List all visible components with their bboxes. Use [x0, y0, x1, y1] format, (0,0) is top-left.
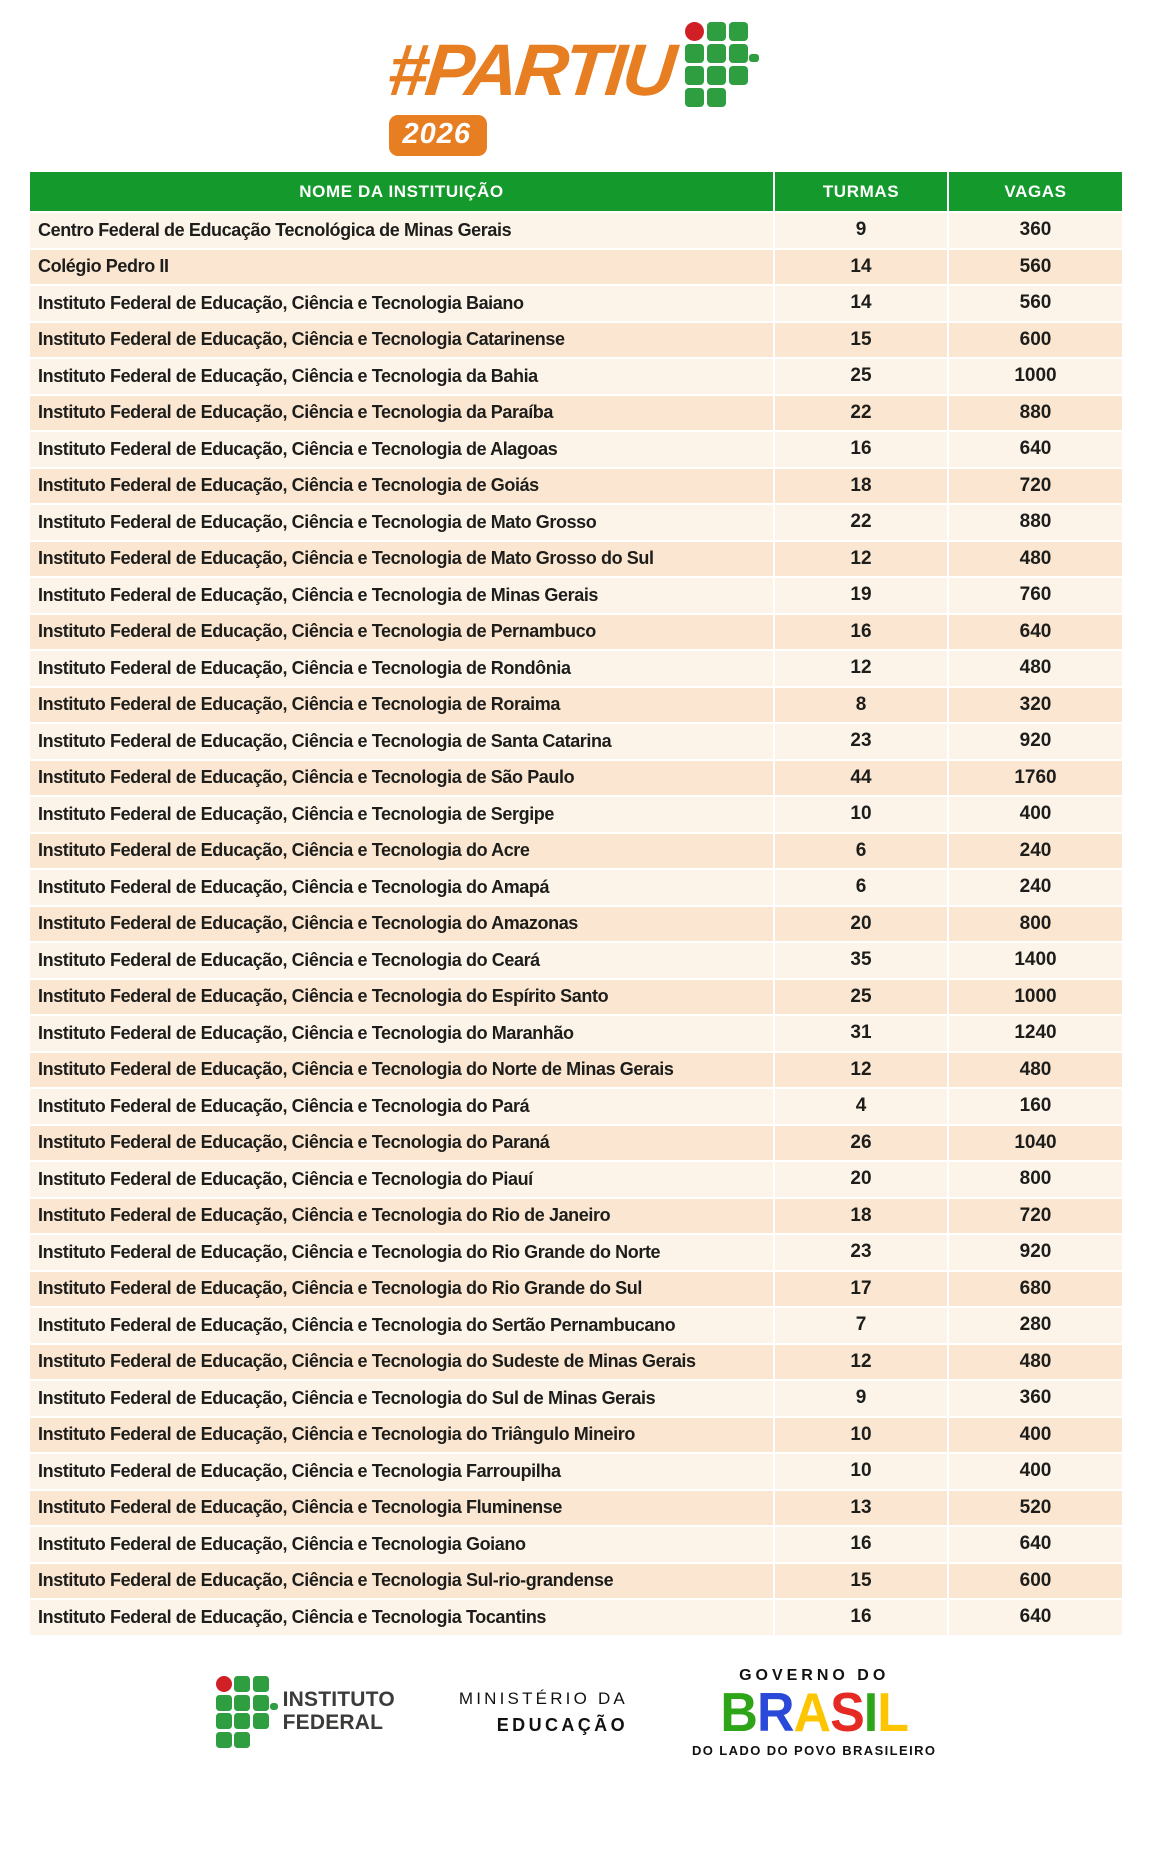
- turmas-cell: 17: [774, 1271, 948, 1308]
- institution-name-cell: Instituto Federal de Educação, Ciência e Tecnologia do Rio de Janeiro: [30, 1198, 774, 1235]
- institution-name-cell: Instituto Federal de Educação, Ciência e Tecnologia do Espírito Santo: [30, 979, 774, 1016]
- year-badge: 2026: [389, 115, 488, 156]
- brasil-letter: S: [830, 1682, 864, 1743]
- turmas-cell: 12: [774, 1052, 948, 1089]
- table-row: [30, 1344, 1122, 1381]
- table-row: [30, 1453, 1122, 1490]
- turmas-cell: 44: [774, 760, 948, 797]
- turmas-cell: 25: [774, 358, 948, 395]
- instituto-federal-logo: [216, 1676, 395, 1748]
- green-square: [234, 1732, 250, 1748]
- turmas-cell: 14: [774, 285, 948, 322]
- governo-brasil-logo: [692, 1667, 936, 1758]
- table-row: [30, 1526, 1122, 1563]
- vagas-cell: 280: [948, 1307, 1122, 1344]
- turmas-cell: 22: [774, 395, 948, 432]
- vagas-cell: 640: [948, 1599, 1122, 1636]
- institution-name-cell: Instituto Federal de Educação, Ciência e Tecnologia Goiano: [30, 1526, 774, 1563]
- turmas-cell: 23: [774, 723, 948, 760]
- governo-tagline: DO LADO DO POVO BRASILEIRO: [691, 1742, 937, 1758]
- table-row: [30, 249, 1122, 286]
- vagas-cell: 400: [948, 796, 1122, 833]
- vagas-cell: 360: [948, 1380, 1122, 1417]
- table-row: [30, 395, 1122, 432]
- vagas-cell: 920: [948, 1234, 1122, 1271]
- green-square: [234, 1695, 250, 1711]
- institution-name-cell: Instituto Federal de Educação, Ciência e Tecnologia do Acre: [30, 833, 774, 870]
- turmas-cell: 18: [774, 1198, 948, 1235]
- vagas-cell: 480: [948, 1344, 1122, 1381]
- institution-name-cell: Instituto Federal de Educação, Ciência e Tecnologia da Bahia: [30, 358, 774, 395]
- table-row: [30, 1490, 1122, 1527]
- turmas-cell: 20: [774, 1161, 948, 1198]
- table-row: [30, 1234, 1122, 1271]
- vagas-cell: 560: [948, 285, 1122, 322]
- green-square: [707, 22, 726, 41]
- institution-name-cell: Instituto Federal de Educação, Ciência e Tecnologia do Paraná: [30, 1125, 774, 1162]
- educacao-label: EDUCAÇÃO: [496, 1714, 628, 1735]
- federal-label: FEDERAL: [282, 1711, 384, 1734]
- table-row: [30, 1015, 1122, 1052]
- vagas-cell: 800: [948, 906, 1122, 943]
- footer: [0, 1667, 1152, 1758]
- vagas-cell: 480: [948, 541, 1122, 578]
- table-row: [30, 212, 1122, 249]
- table-row: [30, 468, 1122, 505]
- institution-name-cell: Centro Federal de Educação Tecnológica de Minas Gerais: [30, 212, 774, 249]
- turmas-cell: 12: [774, 650, 948, 687]
- green-square: [729, 66, 748, 85]
- vagas-cell: 1240: [948, 1015, 1122, 1052]
- institution-name-cell: Instituto Federal de Educação, Ciência e Tecnologia Fluminense: [30, 1490, 774, 1527]
- table-row: [30, 796, 1122, 833]
- turmas-cell: 14: [774, 249, 948, 286]
- institution-name-cell: Instituto Federal de Educação, Ciência e Tecnologia do Rio Grande do Norte: [30, 1234, 774, 1271]
- institution-name-cell: Instituto Federal de Educação, Ciência e Tecnologia do Sudeste de Minas Gerais: [30, 1344, 774, 1381]
- green-square: [729, 22, 748, 41]
- green-square: [216, 1713, 232, 1729]
- vagas-cell: 800: [948, 1161, 1122, 1198]
- vagas-cell: 680: [948, 1271, 1122, 1308]
- vagas-cell: 1040: [948, 1125, 1122, 1162]
- table-row: [30, 723, 1122, 760]
- turmas-cell: 10: [774, 796, 948, 833]
- institution-name-cell: Instituto Federal de Educação, Ciência e Tecnologia do Pará: [30, 1088, 774, 1125]
- brasil-wordmark: [692, 1682, 936, 1743]
- partiu-logo: [0, 20, 1152, 156]
- institution-name-cell: Instituto Federal de Educação, Ciência e Tecnologia de Roraima: [30, 687, 774, 724]
- institution-name-cell: Instituto Federal de Educação, Ciência e Tecnologia do Norte de Minas Gerais: [30, 1052, 774, 1089]
- green-square: [707, 66, 726, 85]
- institution-name-cell: Instituto Federal de Educação, Ciência e Tecnologia de Rondônia: [30, 650, 774, 687]
- vagas-cell: 600: [948, 1563, 1122, 1600]
- vagas-cell: 920: [948, 723, 1122, 760]
- instituto-federal-label: [283, 1689, 395, 1734]
- institution-name-cell: Instituto Federal de Educação, Ciência e Tecnologia Sul-rio-grandense: [30, 1563, 774, 1600]
- vagas-cell: 1760: [948, 760, 1122, 797]
- table-row: [30, 650, 1122, 687]
- table-row: [30, 614, 1122, 651]
- column-header-turmas: TURMAS: [774, 172, 948, 212]
- table-row: [30, 1599, 1122, 1636]
- institution-name-cell: Instituto Federal de Educação, Ciência e Tecnologia de Alagoas: [30, 431, 774, 468]
- vagas-cell: 520: [948, 1490, 1122, 1527]
- vagas-cell: 240: [948, 833, 1122, 870]
- table-row: [30, 1271, 1122, 1308]
- table-row: [30, 358, 1122, 395]
- institution-name-cell: Instituto Federal de Educação, Ciência e Tecnologia do Amapá: [30, 869, 774, 906]
- institution-name-cell: Instituto Federal de Educação, Ciência e Tecnologia Baiano: [30, 285, 774, 322]
- turmas-cell: 35: [774, 942, 948, 979]
- column-header-vagas: VAGAS: [948, 172, 1122, 212]
- institution-name-cell: Instituto Federal de Educação, Ciência e Tecnologia do Ceará: [30, 942, 774, 979]
- institution-name-cell: Instituto Federal de Educação, Ciência e Tecnologia Catarinense: [30, 322, 774, 359]
- turmas-cell: 18: [774, 468, 948, 505]
- turmas-cell: 31: [774, 1015, 948, 1052]
- table-row: [30, 431, 1122, 468]
- institution-name-cell: Instituto Federal de Educação, Ciência e Tecnologia do Rio Grande do Sul: [30, 1271, 774, 1308]
- green-square: [707, 88, 726, 107]
- green-square: [253, 1713, 269, 1729]
- table-row: [30, 322, 1122, 359]
- turmas-cell: 12: [774, 541, 948, 578]
- instituto-label: INSTITUTO: [282, 1688, 395, 1712]
- vagas-cell: 880: [948, 395, 1122, 432]
- table-row: [30, 1198, 1122, 1235]
- vagas-cell: 360: [948, 212, 1122, 249]
- partiu-wordmark: #PARTIU: [383, 30, 677, 111]
- turmas-cell: 9: [774, 212, 948, 249]
- table-row: [30, 1161, 1122, 1198]
- institution-name-cell: Instituto Federal de Educação, Ciência e Tecnologia de Santa Catarina: [30, 723, 774, 760]
- institution-name-cell: Instituto Federal de Educação, Ciência e Tecnologia de Mato Grosso do Sul: [30, 541, 774, 578]
- turmas-cell: 22: [774, 504, 948, 541]
- green-square: [234, 1713, 250, 1729]
- column-header-nome: NOME DA INSTITUIÇÃO: [30, 172, 774, 212]
- green-square: [253, 1695, 269, 1711]
- turmas-cell: 16: [774, 1526, 948, 1563]
- institution-name-cell: Instituto Federal de Educação, Ciência e Tecnologia de Minas Gerais: [30, 577, 774, 614]
- table-header-row: [30, 172, 1122, 212]
- green-square: [685, 66, 704, 85]
- turmas-cell: 23: [774, 1234, 948, 1271]
- green-square: [234, 1676, 250, 1692]
- instituto-federal-icon: [685, 22, 748, 107]
- vagas-cell: 600: [948, 322, 1122, 359]
- table-row: [30, 1307, 1122, 1344]
- turmas-cell: 4: [774, 1088, 948, 1125]
- turmas-cell: 16: [774, 431, 948, 468]
- institution-name-cell: Instituto Federal de Educação, Ciência e Tecnologia de São Paulo: [30, 760, 774, 797]
- vagas-cell: 640: [948, 614, 1122, 651]
- turmas-cell: 26: [774, 1125, 948, 1162]
- ministerio-educacao-logo: [459, 1689, 628, 1736]
- table-row: [30, 833, 1122, 870]
- turmas-cell: 9: [774, 1380, 948, 1417]
- turmas-cell: 6: [774, 869, 948, 906]
- institution-name-cell: Instituto Federal de Educação, Ciência e Tecnologia do Triângulo Mineiro: [30, 1417, 774, 1454]
- table-row: [30, 1563, 1122, 1600]
- table-row: [30, 1052, 1122, 1089]
- vagas-cell: 400: [948, 1453, 1122, 1490]
- table-row: [30, 760, 1122, 797]
- brasil-letter: B: [720, 1682, 757, 1743]
- turmas-cell: 20: [774, 906, 948, 943]
- turmas-cell: 12: [774, 1344, 948, 1381]
- governo-do-label: GOVERNO DO: [739, 1666, 890, 1684]
- turmas-cell: 10: [774, 1453, 948, 1490]
- vagas-cell: 720: [948, 1198, 1122, 1235]
- vagas-cell: 1400: [948, 942, 1122, 979]
- turmas-cell: 8: [774, 687, 948, 724]
- table-row: [30, 906, 1122, 943]
- turmas-cell: 7: [774, 1307, 948, 1344]
- institutions-table: [30, 172, 1122, 1637]
- brasil-letter: L: [877, 1682, 908, 1743]
- table-row: [30, 1125, 1122, 1162]
- turmas-cell: 10: [774, 1417, 948, 1454]
- table-row: [30, 1417, 1122, 1454]
- turmas-cell: 15: [774, 1563, 948, 1600]
- green-square: [253, 1676, 269, 1692]
- table-row: [30, 979, 1122, 1016]
- turmas-cell: 6: [774, 833, 948, 870]
- institution-name-cell: Instituto Federal de Educação, Ciência e Tecnologia Tocantins: [30, 1599, 774, 1636]
- vagas-cell: 640: [948, 1526, 1122, 1563]
- table-row: [30, 285, 1122, 322]
- vagas-cell: 760: [948, 577, 1122, 614]
- vagas-cell: 560: [948, 249, 1122, 286]
- green-square: [216, 1695, 232, 1711]
- institution-name-cell: Colégio Pedro II: [30, 249, 774, 286]
- institution-name-cell: Instituto Federal de Educação, Ciência e Tecnologia de Pernambuco: [30, 614, 774, 651]
- turmas-cell: 16: [774, 614, 948, 651]
- red-dot: [216, 1676, 232, 1692]
- turmas-cell: 25: [774, 979, 948, 1016]
- institution-name-cell: Instituto Federal de Educação, Ciência e Tecnologia do Amazonas: [30, 906, 774, 943]
- ministerio-da-label: MINISTÉRIO DA: [458, 1688, 628, 1708]
- table-row: [30, 504, 1122, 541]
- turmas-cell: 19: [774, 577, 948, 614]
- vagas-cell: 480: [948, 650, 1122, 687]
- vagas-cell: 320: [948, 687, 1122, 724]
- turmas-cell: 15: [774, 322, 948, 359]
- table-row: [30, 869, 1122, 906]
- institution-name-cell: Instituto Federal de Educação, Ciência e Tecnologia de Sergipe: [30, 796, 774, 833]
- table-row: [30, 687, 1122, 724]
- vagas-cell: 1000: [948, 979, 1122, 1016]
- table-row: [30, 1380, 1122, 1417]
- brasil-letter: R: [756, 1682, 794, 1743]
- green-square: [253, 1732, 269, 1748]
- turmas-cell: 16: [774, 1599, 948, 1636]
- vagas-cell: 480: [948, 1052, 1122, 1089]
- red-dot: [685, 22, 704, 41]
- green-square: [685, 88, 704, 107]
- institution-name-cell: Instituto Federal de Educação, Ciência e Tecnologia da Paraíba: [30, 395, 774, 432]
- table-row: [30, 577, 1122, 614]
- instituto-federal-icon: [216, 1676, 269, 1748]
- institution-name-cell: Instituto Federal de Educação, Ciência e Tecnologia de Goiás: [30, 468, 774, 505]
- vagas-cell: 400: [948, 1417, 1122, 1454]
- vagas-cell: 1000: [948, 358, 1122, 395]
- institution-name-cell: Instituto Federal de Educação, Ciência e Tecnologia do Piauí: [30, 1161, 774, 1198]
- green-square: [707, 44, 726, 63]
- vagas-cell: 720: [948, 468, 1122, 505]
- vagas-cell: 880: [948, 504, 1122, 541]
- green-square: [216, 1732, 232, 1748]
- table-row: [30, 541, 1122, 578]
- vagas-cell: 160: [948, 1088, 1122, 1125]
- institution-name-cell: Instituto Federal de Educação, Ciência e Tecnologia do Sertão Pernambucano: [30, 1307, 774, 1344]
- institution-name-cell: Instituto Federal de Educação, Ciência e Tecnologia Farroupilha: [30, 1453, 774, 1490]
- turmas-cell: 13: [774, 1490, 948, 1527]
- table-row: [30, 1088, 1122, 1125]
- table-row: [30, 942, 1122, 979]
- brasil-letter: A: [793, 1682, 831, 1743]
- vagas-cell: 640: [948, 431, 1122, 468]
- vagas-cell: 240: [948, 869, 1122, 906]
- green-square: [685, 44, 704, 63]
- institution-name-cell: Instituto Federal de Educação, Ciência e Tecnologia do Sul de Minas Gerais: [30, 1380, 774, 1417]
- green-square: [729, 44, 748, 63]
- brasil-letter: I: [863, 1682, 878, 1743]
- green-square: [729, 88, 748, 107]
- institution-name-cell: Instituto Federal de Educação, Ciência e Tecnologia de Mato Grosso: [30, 504, 774, 541]
- institution-name-cell: Instituto Federal de Educação, Ciência e Tecnologia do Maranhão: [30, 1015, 774, 1052]
